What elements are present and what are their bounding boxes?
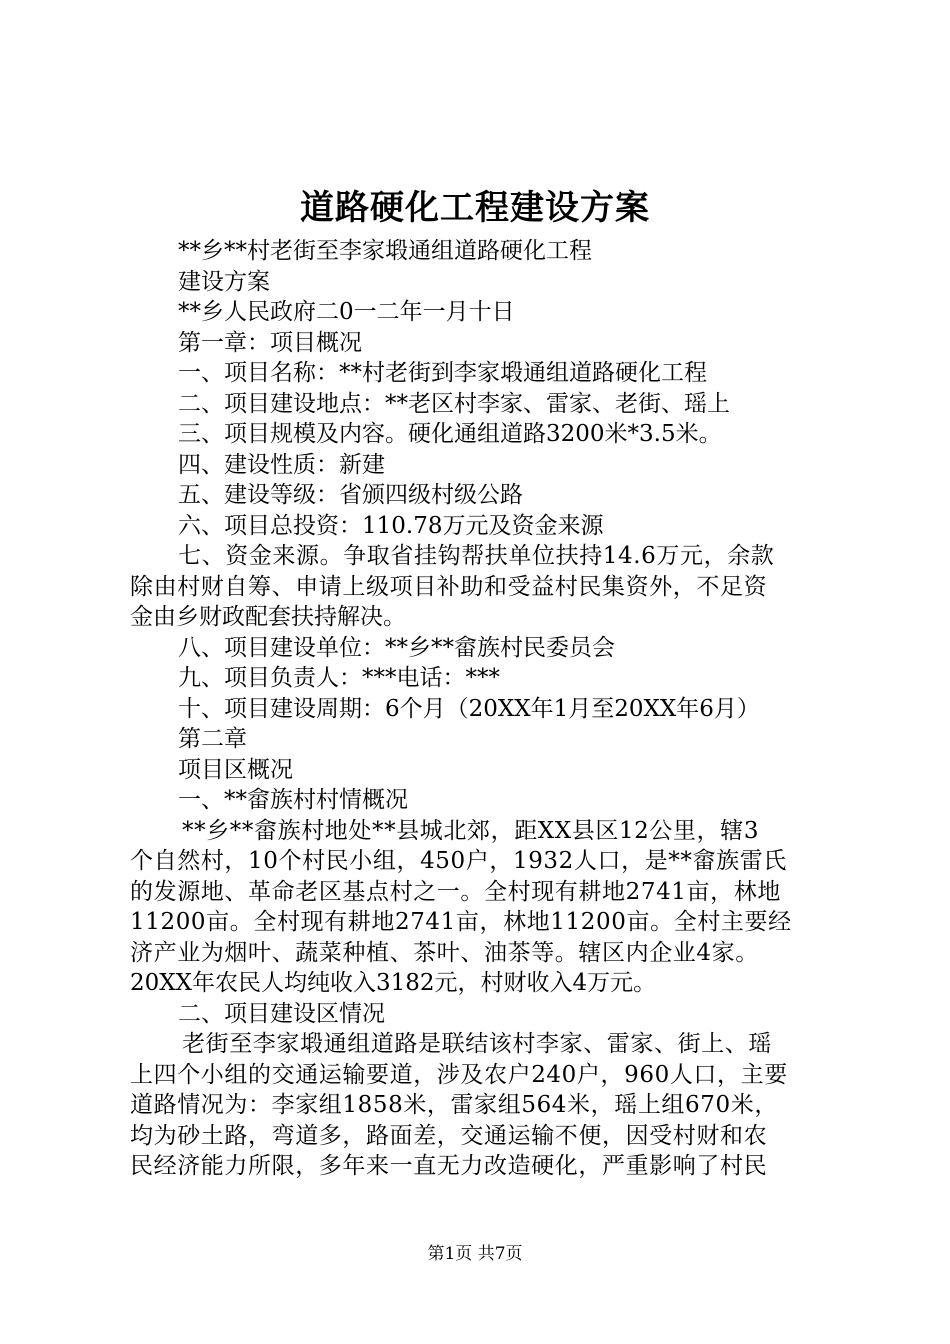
text-line: 三、项目规模及内容。硬化通组道路3200米*3.5米。 <box>178 421 722 447</box>
text-line: 20XX年农民人均纯收入3182元，村财收入4万元。 <box>130 970 657 996</box>
text-line: 均为砂土路，弯道多，路面差，交通运输不便，因受村财和农 <box>130 1122 768 1149</box>
text-line: 民经济能力所限，多年来一直无力改造硬化，严重影响了村民 <box>130 1153 768 1179</box>
text-line: 四、建设性质：新建 <box>178 451 385 478</box>
text-line: **乡**畲族村地处**县城北郊，距XX县区12公里，辖3 <box>182 817 760 844</box>
text-line: 上四个小组的交通运输要道，涉及农户240户，960人口，主要 <box>130 1061 788 1088</box>
text-line: 一、项目名称：**村老街到李家塅通组道路硬化工程 <box>178 360 707 386</box>
text-line: 六、项目总投资：110.78万元及资金来源 <box>178 512 604 539</box>
text-line: 二、项目建设区情况 <box>178 1000 385 1027</box>
text-line: 二、项目建设地点：**老区村李家、雷家、老街、瑶上 <box>178 390 730 417</box>
text-line: 道路情况为：李家组1858米，雷家组564米，瑶上组670米， <box>130 1092 778 1118</box>
text-line: 个自然村，10个村民小组，450户，1932人口，是**畲族雷氏 <box>130 848 787 874</box>
text-line: 五、建设等级：省颁四级村级公路 <box>178 482 523 508</box>
text-line: 的发源地、革命老区基点村之一。全村现有耕地2741亩，林地 <box>130 878 781 905</box>
document-body <box>130 236 830 1182</box>
text-line: 十、项目建设周期：6个月（20XX年1月至20XX年6月） <box>178 695 760 722</box>
chapter-heading: 第二章 <box>178 726 247 752</box>
text-line: 济产业为烟叶、蔬菜种植、茶叶、油茶等。辖区内企业4家。 <box>130 939 759 966</box>
text-line: 除由村财自筹、申请上级项目补助和受益村民集资外，不足资 <box>130 573 768 600</box>
text-line: 建设方案 <box>178 268 270 295</box>
text-line: 七、资金来源。争取省挂钩帮扶单位扶持14.6万元，余款 <box>178 543 775 569</box>
text-line: 金由乡财政配套扶持解决。 <box>130 604 406 630</box>
document-title: 道路硬化工程建设方案 <box>300 188 650 228</box>
chapter-heading: 第一章：项目概况 <box>178 329 362 356</box>
text-line: 八、项目建设单位：**乡**畲族村民委员会 <box>178 634 615 661</box>
text-line: **乡**村老街至李家塅通组道路硬化工程 <box>178 238 592 264</box>
text-line: 九、项目负责人：***电话：*** <box>178 665 500 691</box>
section-heading: 项目区概况 <box>178 756 293 783</box>
text-line: 老街至李家塅通组道路是联结该村李家、雷家、街上、瑶 <box>182 1031 772 1057</box>
text-line: 一、**畲族村村情概况 <box>178 787 408 813</box>
text-line: 11200亩。全村现有耕地2741亩，林地11200亩。全村主要经 <box>130 909 792 935</box>
page-footer: 第1页 共7页 <box>427 1244 523 1264</box>
text-line: **乡人民政府二0一二年一月十日 <box>178 299 515 325</box>
